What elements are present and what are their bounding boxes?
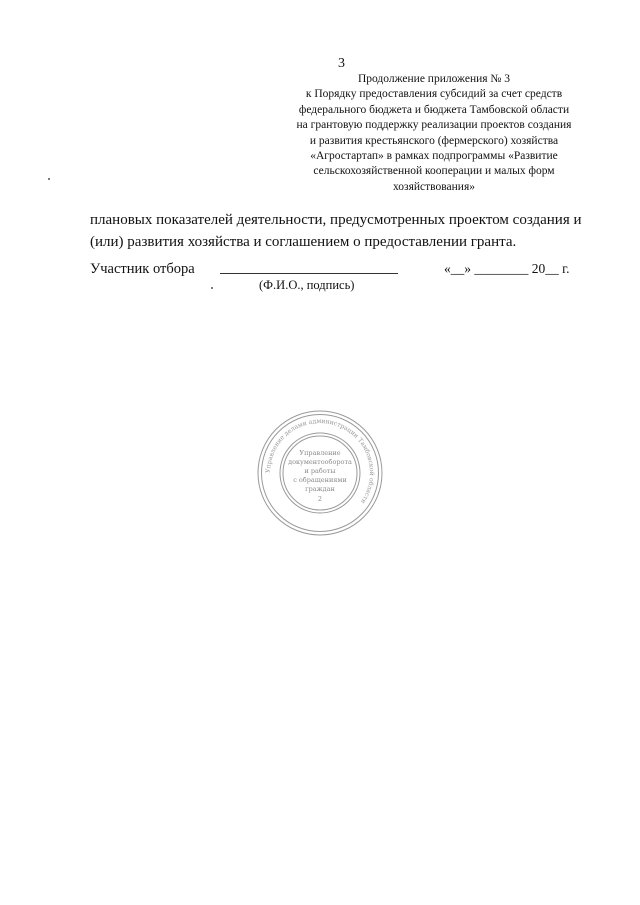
participant-label: Участник отбора [90,261,195,277]
signature-line [220,273,398,274]
header-line: сельскохозяйственной кооперации и малых форм [313,165,555,178]
header-line: Продолжение приложения № 3 [357,73,511,85]
body-line: плановых показателей деятельности, предусмотренных проектом создания и [90,212,582,228]
header-line: на грантовую поддержку реализации проектов создания [296,119,572,132]
scan-speck [211,287,213,289]
stamp-center-line: документооборота [288,458,352,466]
stamp-center-line: Управление [299,449,341,457]
page-number: 3 [338,56,345,71]
stamp-center-line: и работы [304,467,336,475]
body-line: (или) развития хозяйства и соглашением о предоставлении гранта. [90,234,517,250]
date-field: «__» ________ 20__ г. [444,261,570,276]
scan-speck [48,178,50,180]
fio-hint: (Ф.И.О., подпись) [259,278,355,292]
appendix-header [268,72,600,195]
header-line: и развития крестьянского (фермерского) хозяйства [309,134,559,147]
body-paragraph [90,209,610,253]
stamp-center-line: с обращениями [293,476,347,484]
official-stamp [256,409,384,537]
header-line: «Агростартап» в рамках подпрограммы «Развитие [310,150,558,163]
header-line: федерального бюджета и бюджета Тамбовской области [298,103,570,116]
stamp-ring-text: Управление делами администрации Тамбовской области [264,417,376,505]
header-line: хозяйствования» [392,180,475,193]
stamp-center-line: 2 [317,495,323,503]
stamp-center-line: граждан [305,485,335,493]
header-line: к Порядку предоставления субсидий за счет средств [305,88,563,101]
